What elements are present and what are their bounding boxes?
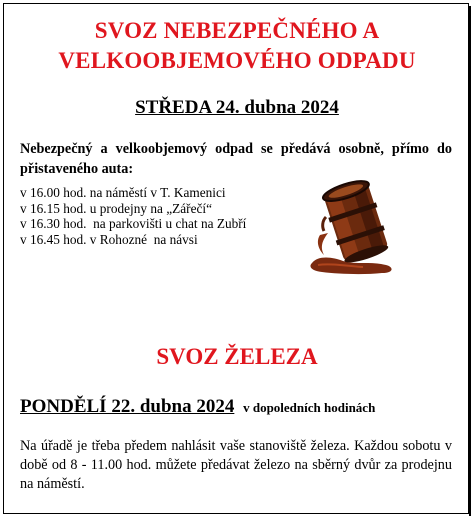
event-date-2-note: v dopoledních hodinách	[243, 400, 376, 415]
stop-item: v 16.15 hod. u prodejny na „Zářečí“	[20, 200, 212, 216]
title-line-1: SVOZ NEBEZPEČNÉHO A	[94, 18, 380, 43]
stops-list	[20, 185, 246, 247]
event-date-1: STŘEDA 24. dubna 2024	[135, 97, 339, 118]
section-2-paragraph: Na úřadě je třeba předem nahlásit vaše stanoviště železa. Každou sobotu v době od 8 - 11.00 hod. můžete předávat železo na sběrný dvůr za prodejnu na náměstí.	[20, 438, 452, 492]
section-2-title: SVOZ ŽELEZA	[156, 344, 318, 369]
intro-paragraph: Nebezpečný a velkoobjemový odpad se předává osobně, přímo do přistaveného auta:	[20, 141, 452, 177]
event-date-2-text: PONDĚLÍ 22. dubna 2024	[20, 396, 235, 417]
stop-item: v 16.30 hod. na parkovišti u chat na Zubří	[20, 216, 247, 231]
event-date-2	[20, 396, 375, 418]
title-line-2: VELKOOBJEMOVÉHO ODPADU	[58, 48, 416, 73]
stop-item: v 16.00 hod. na náměstí v T. Kamenici	[20, 185, 226, 200]
rusty-barrel-icon	[308, 175, 398, 275]
stop-item: v 16.45 hod. v Rohozné na návsi	[20, 231, 198, 247]
